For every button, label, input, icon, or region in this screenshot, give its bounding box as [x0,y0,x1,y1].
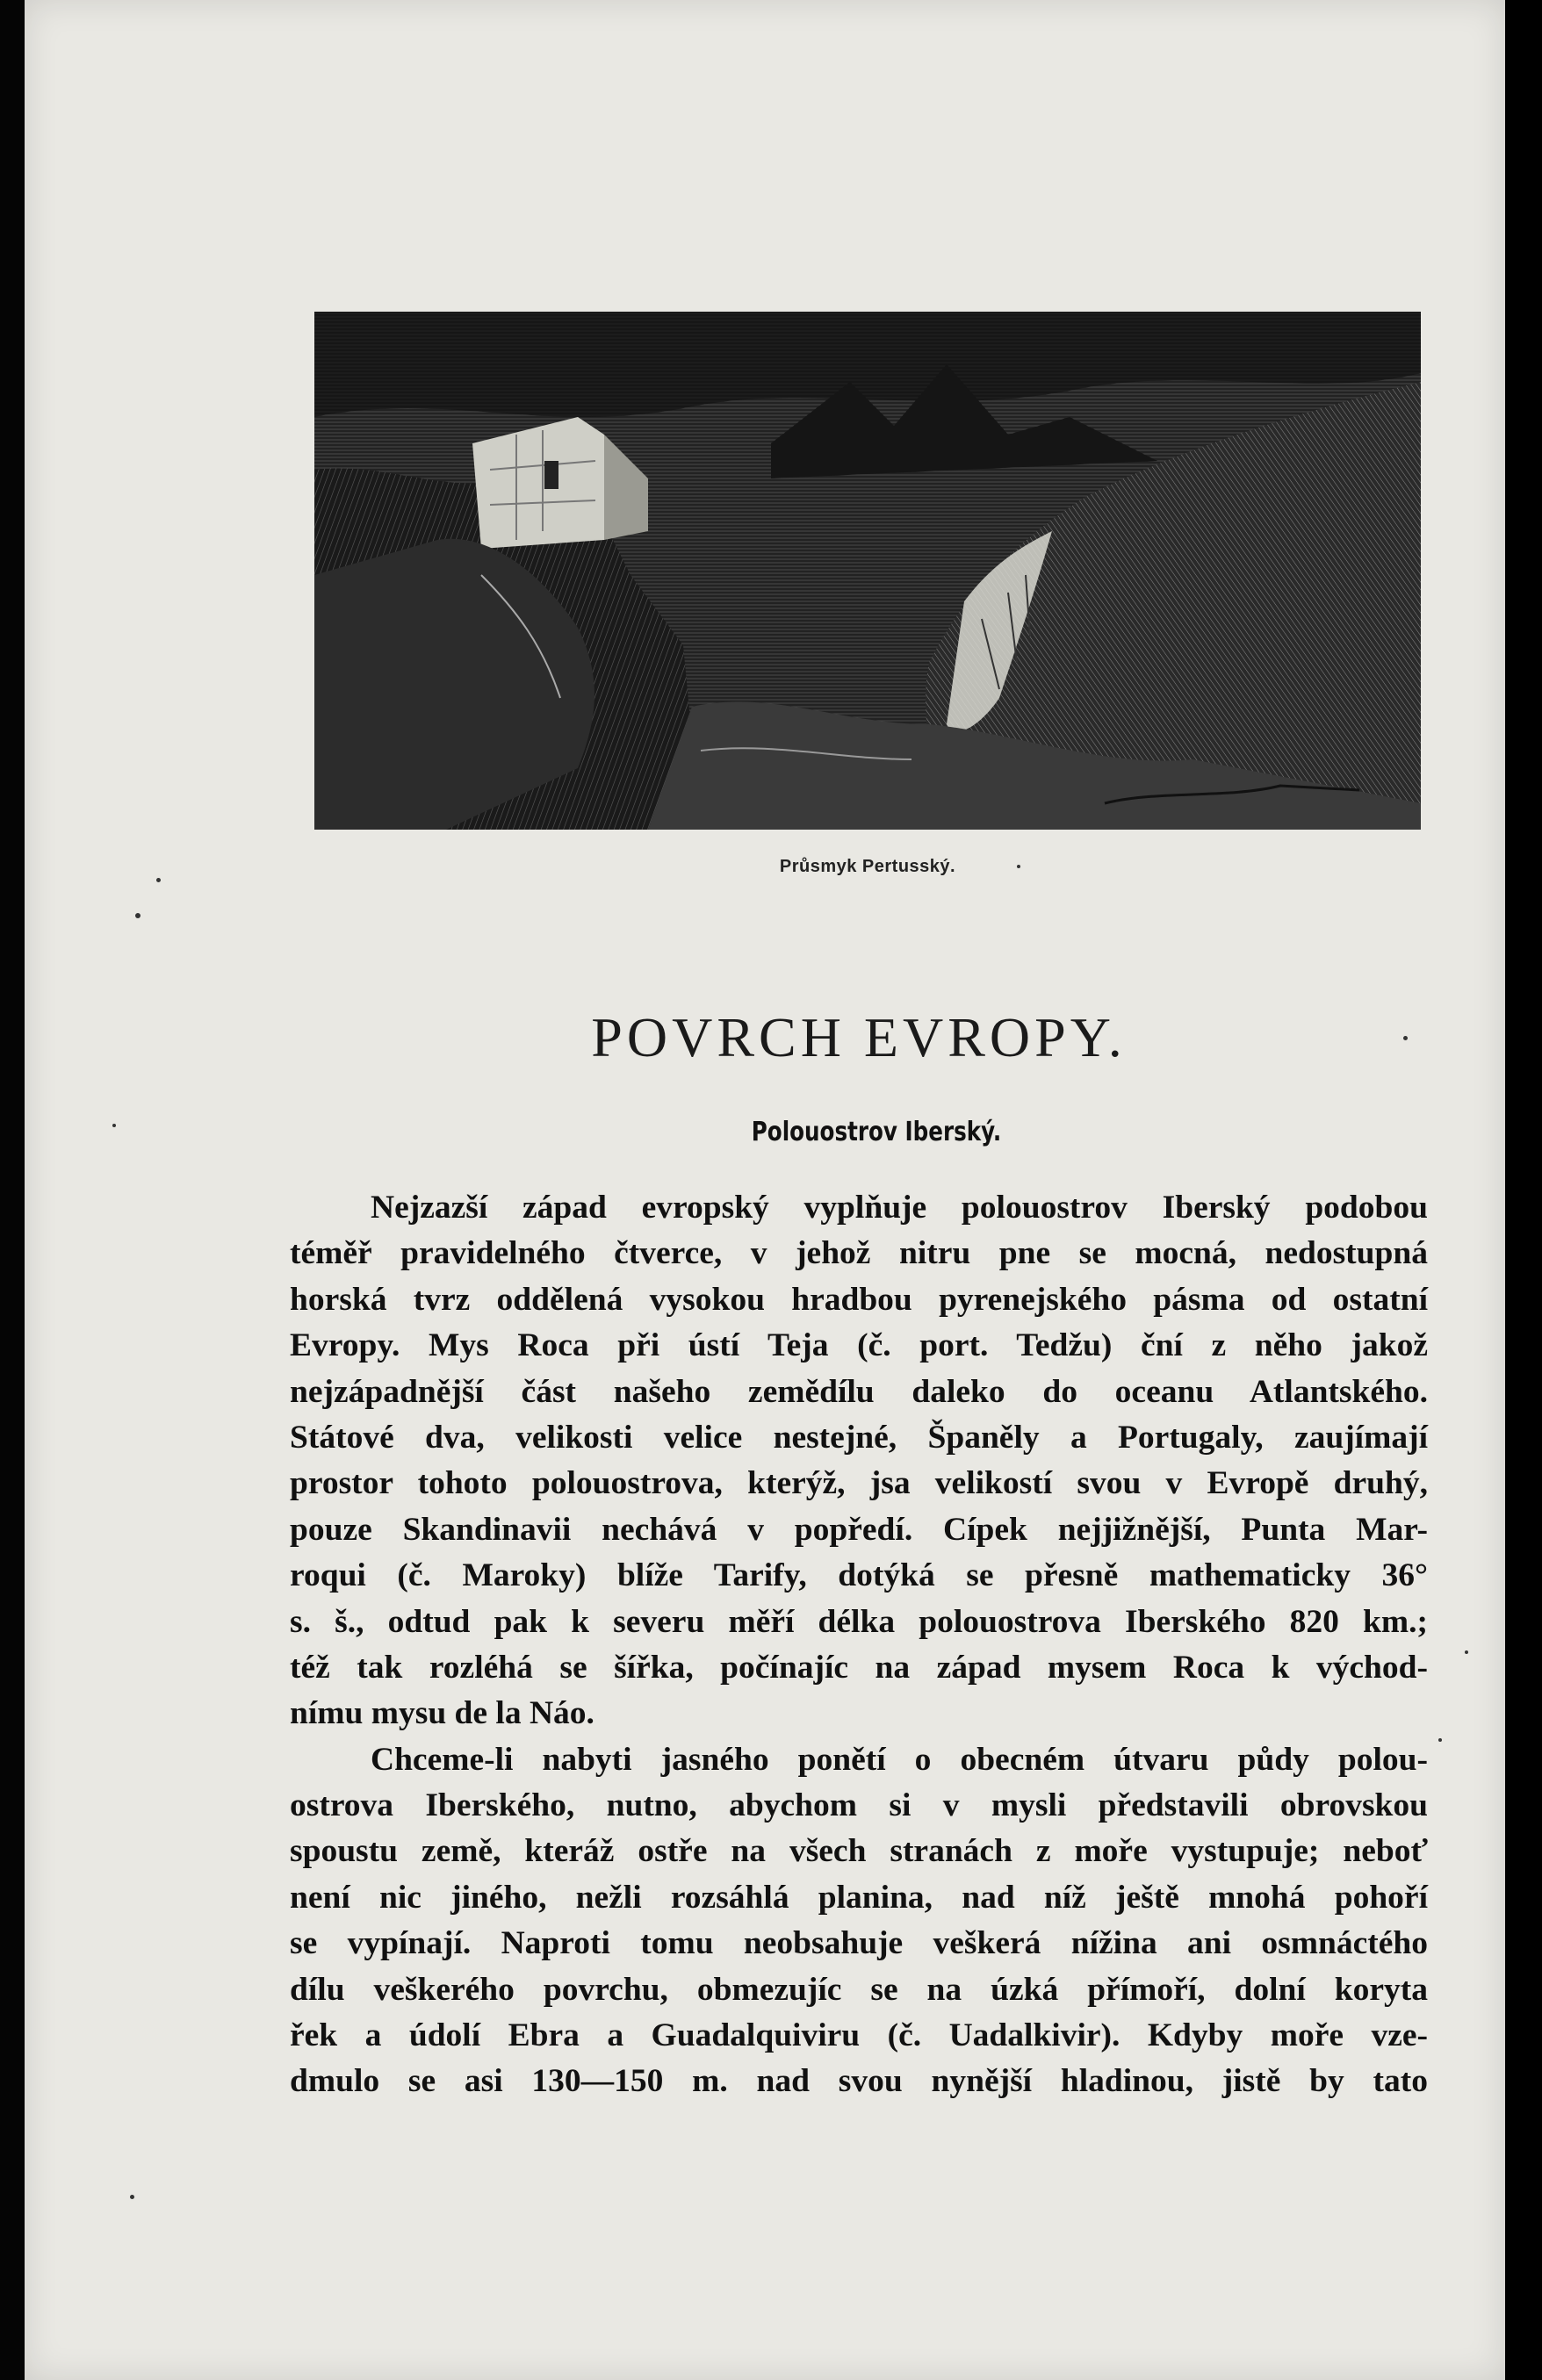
paragraph-1 [290,1185,1428,1737]
text-line: není nic jiného, nežli rozsáhlá planina, nad níž ještě mnohá pohoří [290,1879,1428,1916]
speck [1403,1036,1408,1040]
text-line: Státové dva, velikosti velice nestejné, Španěly a Portugaly, zaujímají [290,1419,1428,1456]
speck [130,2195,134,2199]
text-line: roqui (č. Maroky) blíže Tarify, dotýká se přesně mathematicky 36° [290,1557,1428,1594]
text-line: Chceme-li nabyti jasného ponětí o obecném útvaru půdy polou- [371,1741,1428,1778]
text-line: nímu mysu de la Náo. [290,1695,594,1732]
text-line: též tak rozléhá se šířka, počínajíc na západ mysem Roca k východ- [290,1649,1428,1686]
engraving-illustration [314,312,1421,830]
text-line: nejzápadnější část našeho zemědílu daleko do oceanu Atlantského. [290,1373,1428,1410]
text-line: řek a údolí Ebra a Guadalquiviru (č. Uadalkivir). Kdyby moře vze- [290,2017,1428,2054]
text-line: s. š., odtud pak k severu měří délka polouostrova Iberského 820 km.; [290,1603,1428,1640]
speck [112,1124,116,1127]
paragraph-2 [290,1737,1428,2105]
scan-border [1505,0,1542,2380]
text-line: horská tvrz oddělená vysokou hradbou pyrenejského pásma od ostatní [290,1281,1428,1318]
page-title: POVRCH EVROPY. [591,1006,1127,1068]
text-line: pouze Skandinavii nechává v popředí. Cípek nejjižnější, Punta Mar- [290,1511,1428,1548]
body-text [290,1185,1428,2105]
text-line: Evropy. Mys Roca při ústí Teja (č. port. Tedžu) ční z něho jakož [290,1327,1428,1364]
section-subtitle: Polouostrov Iberský. [751,1117,1002,1147]
text-line: téměř pravidelného čtverce, v jehož nitru pne se mocná, nedostupná [290,1235,1428,1272]
speck [135,913,141,918]
speck [1438,1738,1442,1742]
speck [1017,865,1020,868]
mountain-pass-engraving [314,312,1421,830]
speck [1465,1650,1468,1654]
text-line: Nejzazší západ evropský vyplňuje polouostrov Iberský podobou [371,1190,1428,1226]
book-page [25,0,1505,2380]
text-line: dílu veškerého povrchu, obmezujíc se na úzká přímoří, dolní koryta [290,1971,1428,2008]
text-line: dmulo se asi 130—150 m. nad svou nynější hladinou, jistě by tato [290,2063,1428,2100]
text-line: se vypínají. Naproti tomu neobsahuje veškerá nížina ani osmnáctého [290,1925,1428,1962]
text-line: prostor tohoto polouostrova, kterýž, jsa velikostí svou v Evropě druhý, [290,1465,1428,1502]
text-line: ostrova Iberského, nutno, abychom si v mysli představili obrovskou [290,1787,1428,1824]
text-line: spoustu země, kteráž ostře na všech stranách z moře vystupuje; neboť [290,1833,1428,1870]
figure-caption: Průsmyk Pertusský. [779,857,956,876]
speck [156,878,161,882]
